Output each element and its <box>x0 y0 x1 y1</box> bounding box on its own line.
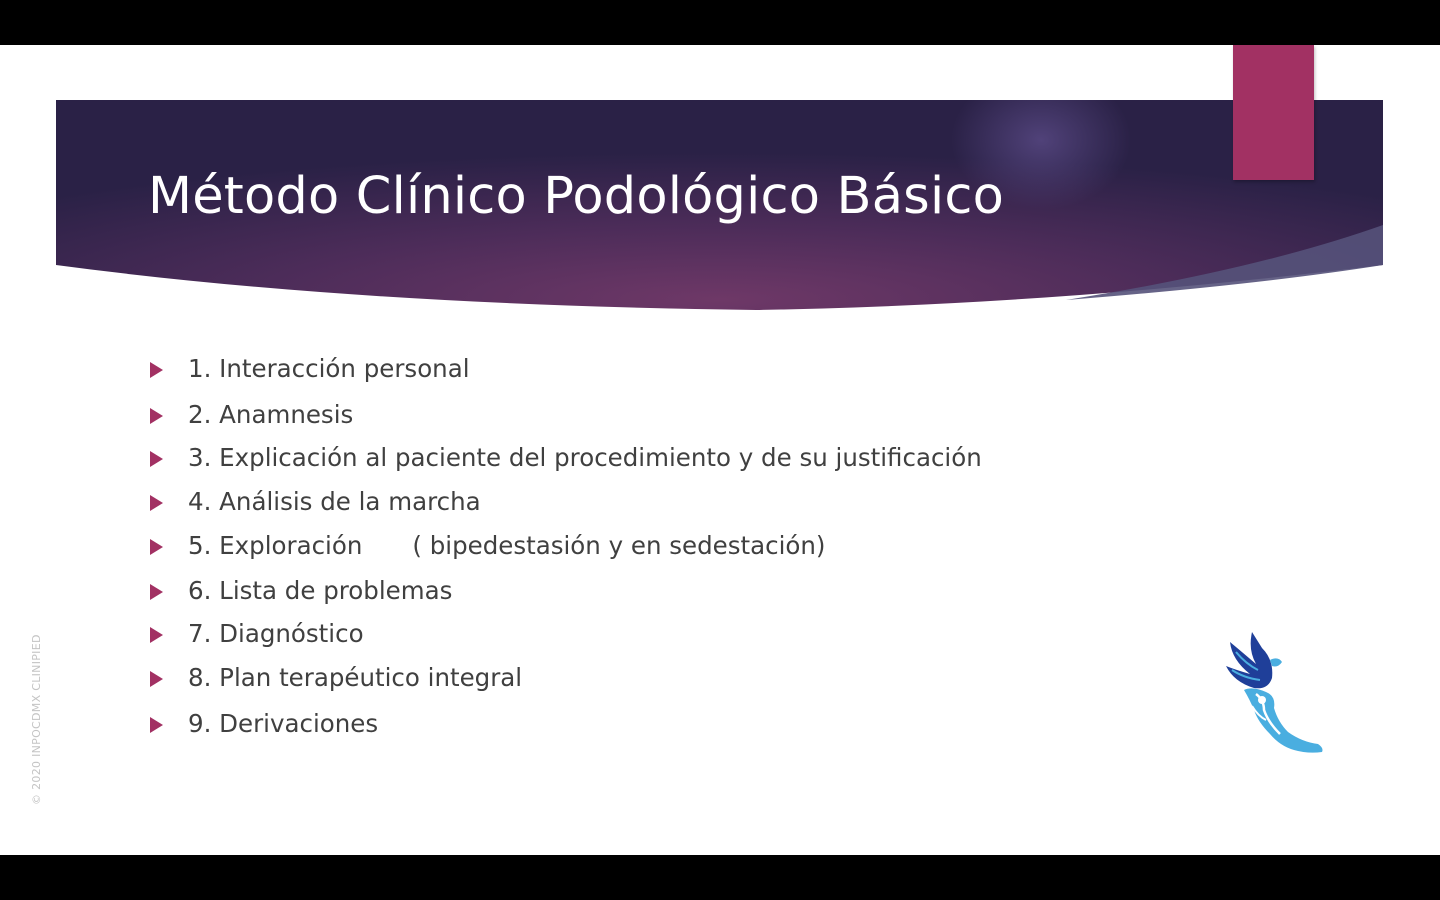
list-item-text <box>188 531 825 561</box>
list-item-text: 2. Anamnesis <box>188 400 354 429</box>
list-item-text: 8. Plan terapéutico integral <box>188 663 523 692</box>
list-item-text: 7. Diagnóstico <box>188 619 364 648</box>
list-item-text: 1. Interacción personal <box>188 354 470 383</box>
list-item-text: 4. Análisis de la marcha <box>188 487 481 516</box>
list-item-label: 5. Exploración <box>188 531 363 560</box>
list-item-detail: ( bipedestasión y en sedestación) <box>412 531 826 560</box>
triangle-right-icon <box>150 584 163 600</box>
triangle-right-icon <box>150 451 163 467</box>
triangle-right-icon <box>150 717 163 733</box>
slide <box>0 45 1440 855</box>
triangle-right-icon <box>150 671 163 687</box>
triangle-right-icon <box>150 495 163 511</box>
list-item-text: 3. Explicación al paciente del procedimiento y de su justificación <box>188 443 982 472</box>
list-item-text: 6. Lista de problemas <box>188 576 453 605</box>
triangle-right-icon <box>150 627 163 643</box>
winged-foot-logo-icon <box>1222 630 1328 754</box>
accent-tab <box>1233 45 1314 180</box>
triangle-right-icon <box>150 539 163 555</box>
slide-title: Método Clínico Podológico Básico <box>148 167 1004 226</box>
triangle-right-icon <box>150 362 163 378</box>
copyright-notice: © 2020 INPOCDMX CLINIPIED <box>30 634 43 805</box>
list-item-text: 9. Derivaciones <box>188 709 379 738</box>
triangle-right-icon <box>150 408 163 424</box>
